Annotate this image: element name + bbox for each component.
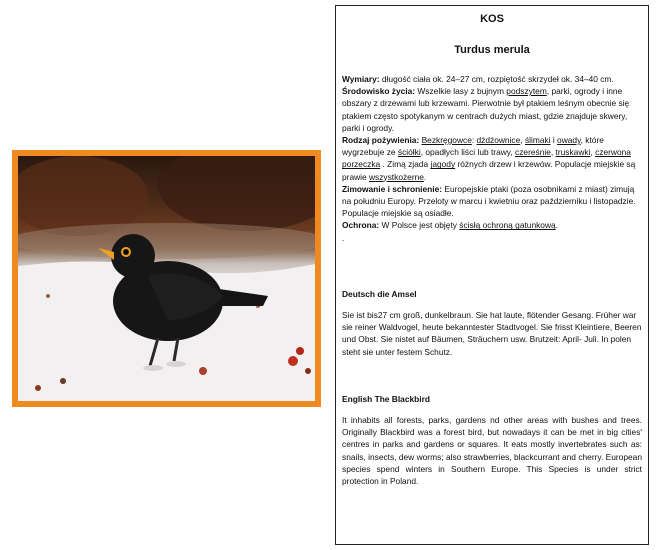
srodowisko-label: Środowisko życia: <box>342 86 416 97</box>
page-title: KOS <box>480 13 504 25</box>
link-czeresnie[interactable]: czereśnie <box>515 147 551 158</box>
german-heading: Deutsch die Amsel <box>342 288 417 299</box>
rodzaj-text-c: , które wygrzebuje ze <box>342 135 604 158</box>
ochrona-label: Ochrona: <box>342 220 380 231</box>
rodzaj-paragraph <box>342 134 642 183</box>
link-scisla-ochrona[interactable]: ścisłą ochroną gatunkową <box>459 220 556 231</box>
blackbird-illustration <box>18 156 315 401</box>
ochrona-text-b: . <box>555 220 558 231</box>
rodzaj-sep3: i <box>550 135 558 146</box>
link-wszystkozerne[interactable]: wszystkożerne <box>369 171 424 182</box>
rodzaj-sep1: : <box>471 135 477 146</box>
wymiary-text: długość ciała ok. 24–27 cm, rozpiętość skrzydeł ok. 34–40 cm. <box>379 74 614 84</box>
link-jagody[interactable]: jagody <box>430 159 456 170</box>
link-dzdzownice[interactable]: dżdżownice <box>476 135 521 146</box>
zimowanie-label: Zimowanie i schronienie: <box>342 183 443 194</box>
zimowanie-text: Europejskie ptaki (poza osobnikami z miast) zimują na południu Europy. Przeloty w marcu i kwietniu oraz październiku i listopadzie. Populacje miejskie są osiadłe. <box>342 183 636 219</box>
text-panel <box>335 5 649 545</box>
link-porzeczka[interactable]: czerwona porzeczka <box>342 147 631 170</box>
wymiary-paragraph <box>342 73 642 85</box>
zimowanie-paragraph <box>342 183 642 220</box>
photo-frame <box>12 150 321 407</box>
rodzaj-sep2: , <box>520 135 525 146</box>
link-owady[interactable]: owady <box>557 135 581 146</box>
latin-name: Turdus merula <box>454 44 530 56</box>
link-sciolki[interactable]: ściółki <box>397 147 421 158</box>
english-heading: English The Blackbird <box>342 393 430 404</box>
link-bezkregowce[interactable]: Bezkręgowce <box>421 135 472 146</box>
rodzaj-sep4: , <box>550 147 556 158</box>
rodzaj-label: Rodzaj pożywienia: <box>342 135 420 146</box>
rodzaj-text-f: różnych drzew i krzewów. Populacje miejskie są prawie <box>342 159 636 182</box>
link-truskawki[interactable]: truskawki <box>555 147 591 158</box>
english-text: It inhabits all forests, parks, gardens nd other areas with bushes and trees. Originally Blackbird was a forest bird, but nowadays it can be met in big cities' centres in parks and gardens or squares. It eats mostly invertebrates such as: snails, insects, dew worms; also strawberries, blackcurrant and cherry. European species spend winters in Southern Europe. This Species is under strict protection in Poland. <box>342 415 642 487</box>
wymiary-label: Wymiary: <box>342 74 380 84</box>
link-slimaki[interactable]: ślimaki <box>524 135 551 146</box>
blackbird-photo <box>18 156 315 401</box>
link-podszytem[interactable]: podszytem <box>506 86 547 97</box>
trailing-dot: . <box>342 232 345 243</box>
rodzaj-text-e: . Zimą zjada <box>380 159 431 170</box>
ochrona-paragraph <box>342 219 642 231</box>
ochrona-text-a: W Polsce jest objęty <box>379 220 460 231</box>
rodzaj-sep5: , <box>590 147 596 158</box>
rodzaj-text-d: , opadłych liści lub trawy, <box>420 147 516 158</box>
german-text: Sie ist bis27 cm groß, dunkelbraun. Sie hat laute, flötender Gesang. Früher war sie reiner Waldvogel, heute bekanntester Stadtvogel. Sie frisst Kleintiere, Beeren und Obst. Sie nistet auf Bäumen, Sträuchern usw. Brutzeit: April- Juli. In polen steht sie unter festem Schutz. <box>342 310 642 357</box>
srodowisko-paragraph <box>342 85 642 134</box>
rodzaj-text-g: . <box>423 171 427 182</box>
srodowisko-text-b: , parki, ogrody i inne obszary z drzewami lub krzewami. Pierwotnie był ptakiem leśnym obecnie się ptakiem często spotykanym w centrach dużych miast, gdzie znajduje skwery, parki i ogrody. <box>342 86 630 133</box>
srodowisko-text-a: Wszelkie lasy z bujnym <box>415 86 507 97</box>
